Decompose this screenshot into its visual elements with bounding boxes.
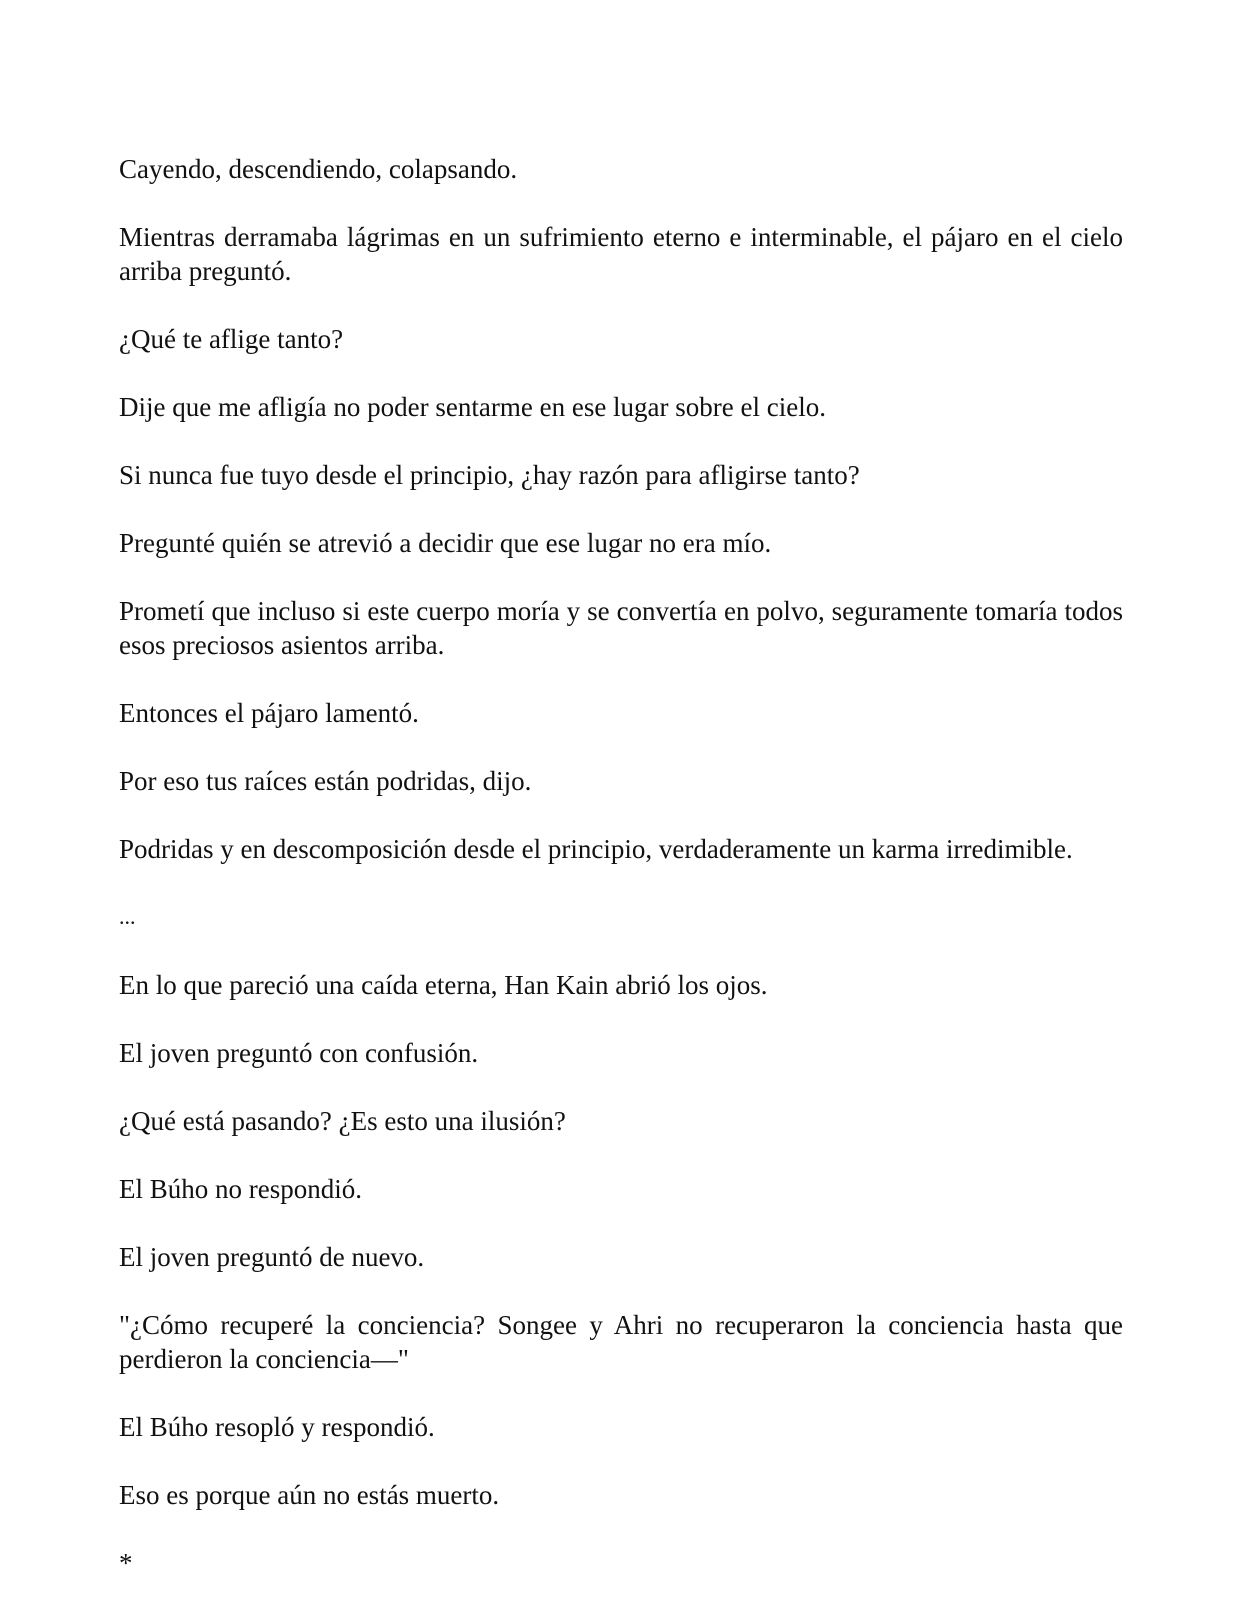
section-ellipsis: ... (119, 904, 136, 929)
paragraph: Pregunté quién se atrevió a decidir que ese lugar no era mío. (119, 528, 772, 558)
paragraph: Si nunca fue tuyo desde el principio, ¿hay razón para afligirse tanto? (119, 460, 860, 490)
paragraph: El joven preguntó con confusión. (119, 1038, 479, 1068)
paragraph: Cayendo, descendiendo, colapsando. (119, 154, 518, 184)
paragraph: Prometí que incluso si este cuerpo moría y se convertía en polvo, seguramente tomaría todos esos preciosos asientos arriba. (119, 596, 1123, 660)
paragraph: El Búho resopló y respondió. (119, 1412, 435, 1442)
paragraph: ¿Qué te aflige tanto? (119, 324, 344, 354)
paragraph: ¿Qué está pasando? ¿Es esto una ilusión? (119, 1106, 566, 1136)
paragraph: Eso es porque aún no estás muerto. (119, 1480, 500, 1510)
paragraph: Podridas y en descomposición desde el principio, verdaderamente un karma irredimible. (119, 834, 1073, 864)
paragraph: Entonces el pájaro lamentó. (119, 698, 419, 728)
paragraph: Por eso tus raíces están podridas, dijo. (119, 766, 532, 796)
paragraph: El Búho no respondió. (119, 1174, 362, 1204)
paragraph: Mientras derramaba lágrimas en un sufrimiento eterno e interminable, el pájaro en el cielo arriba preguntó. (119, 222, 1123, 286)
body-text (119, 152, 1123, 1580)
paragraph: Dije que me afligía no poder sentarme en ese lugar sobre el cielo. (119, 392, 826, 422)
paragraph: "¿Cómo recuperé la conciencia? Songee y Ahri no recuperaron la conciencia hasta que perdieron la conciencia—" (119, 1310, 1123, 1374)
section-break-asterisk: * (119, 1548, 133, 1578)
paragraph: En lo que pareció una caída eterna, Han Kain abrió los ojos. (119, 970, 768, 1000)
paragraph: El joven preguntó de nuevo. (119, 1242, 425, 1272)
